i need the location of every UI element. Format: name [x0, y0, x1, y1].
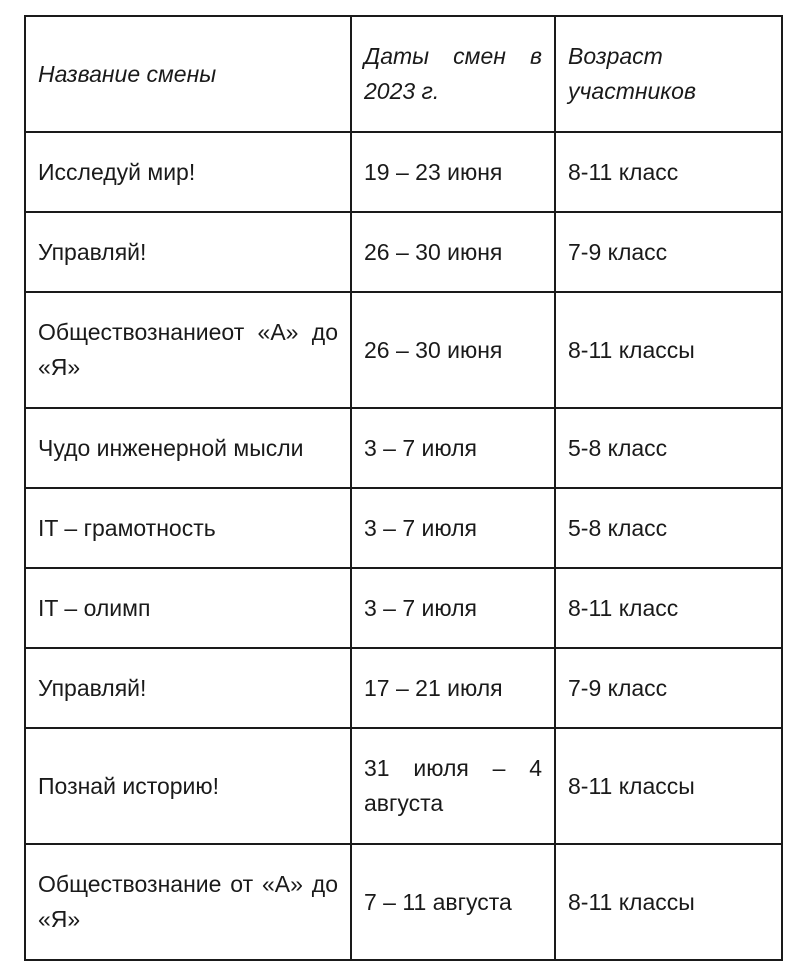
table-row — [25, 844, 782, 960]
cell-dates: 17 – 21 июля — [351, 648, 555, 728]
cell-dates: 26 – 30 июня — [351, 212, 555, 292]
header-name: Название смены — [25, 16, 351, 132]
cell-name: Обществознаниеот «А» до «Я» — [25, 292, 351, 408]
table-row — [25, 648, 782, 728]
schedule-table — [24, 15, 783, 961]
cell-dates: 7 – 11 августа — [351, 844, 555, 960]
schedule-table-container — [24, 15, 781, 961]
cell-age: 8-11 класс — [555, 132, 782, 212]
table-row — [25, 568, 782, 648]
table-row — [25, 408, 782, 488]
header-row — [25, 16, 782, 132]
cell-age: 8-11 классы — [555, 844, 782, 960]
cell-name: IT – грамотность — [25, 488, 351, 568]
cell-dates: 3 – 7 июля — [351, 568, 555, 648]
cell-age: 5-8 класс — [555, 408, 782, 488]
cell-dates: 3 – 7 июля — [351, 408, 555, 488]
cell-name: Обществознание от «А» до «Я» — [25, 844, 351, 960]
cell-age: 8-11 классы — [555, 728, 782, 844]
cell-age: 8-11 классы — [555, 292, 782, 408]
cell-age: 5-8 класс — [555, 488, 782, 568]
table-row — [25, 488, 782, 568]
cell-age: 7-9 класс — [555, 212, 782, 292]
cell-name: IT – олимп — [25, 568, 351, 648]
table-row — [25, 132, 782, 212]
cell-name: Исследуй мир! — [25, 132, 351, 212]
header-dates: Даты смен в 2023 г. — [351, 16, 555, 132]
cell-name: Чудо инженерной мысли — [25, 408, 351, 488]
table-row — [25, 728, 782, 844]
cell-dates: 26 – 30 июня — [351, 292, 555, 408]
cell-dates: 3 – 7 июля — [351, 488, 555, 568]
cell-name: Управляй! — [25, 212, 351, 292]
cell-dates: 31 июля – 4 августа — [351, 728, 555, 844]
table-row — [25, 292, 782, 408]
cell-age: 8-11 класс — [555, 568, 782, 648]
header-age: Возраст участников — [555, 16, 782, 132]
cell-age: 7-9 класс — [555, 648, 782, 728]
cell-name: Управляй! — [25, 648, 351, 728]
table-row — [25, 212, 782, 292]
cell-dates: 19 – 23 июня — [351, 132, 555, 212]
cell-name: Познай историю! — [25, 728, 351, 844]
